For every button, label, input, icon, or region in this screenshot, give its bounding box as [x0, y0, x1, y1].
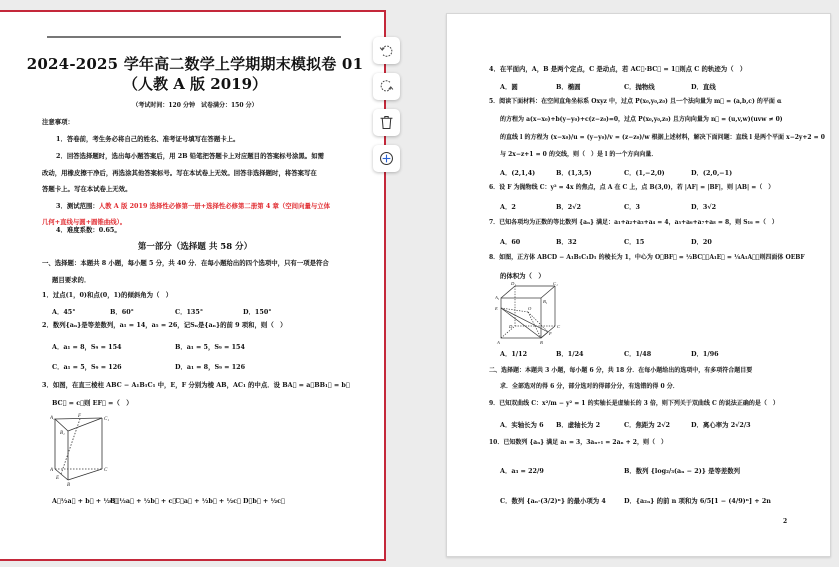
q5-option-c: C．(1,−2,0)	[624, 169, 665, 177]
q4-stem: 4．在平面内，A，B 是两个定点，C 是动点，若 AC⃗·BC⃗ = 1，则点 C 的轨迹为（ ）	[489, 65, 747, 73]
q1-option-c: C．135°	[175, 308, 204, 316]
notice-3-end: 几何+直线与圆+圆锥曲线）。	[42, 218, 127, 226]
q5-line3: 的直线 l 的方程为 (x−x₀)/u = (y−y₀)/v = (z−z₀)/w 根据上述材料，解决下面问题：直线 l 是两个平面 x−2y+2 = 0	[500, 134, 825, 141]
q6-option-d: D．3√2	[691, 203, 717, 211]
q10-option-d: D．{a₂ₙ} 的前 n 项和为 6/5[1 − (4/9)ⁿ] + 2n	[624, 497, 771, 505]
q5-line1: 5．阅读下面材料：在空间直角坐标系 Oxyz 中，过点 P(x₀,y₀,z₀) 且一个法向量为 m⃗ = (a,b,c) 的平面 α	[489, 98, 782, 105]
part1-intro-cont: 题目要求的．	[52, 276, 91, 284]
svg-text:F: F	[78, 414, 82, 419]
q5-option-b: B．(1,3,5)	[556, 169, 592, 177]
notice-heading: 注意事项：	[42, 118, 74, 126]
page-number: 2	[783, 518, 788, 525]
q5-line2: 的方程为 a(x−x₀)+b(y−y₀)+c(z−z₀)=0，过点 P(x₀,y₀,z₀) 且方向向量为 n⃗ = (u,v,w)(uvw ≠ 0)	[500, 116, 783, 123]
notice-2: 2．回答选择题时，选出每小题答案后，用 2B 铅笔把答题卡上对应题目的答案标号涂黑。如需	[56, 152, 324, 160]
exam-time-score: （考试时间：120 分钟 试卷满分：150 分）	[132, 102, 258, 109]
svg-text:D: D	[509, 324, 513, 329]
notice-1: 1．答卷前，考生务必将自己的姓名、准考证号填写在答题卡上。	[56, 135, 240, 143]
svg-text:C₁: C₁	[104, 417, 110, 422]
notice-4: 4．难度系数：0.65。	[56, 226, 121, 234]
q6-option-c: C．3	[624, 203, 640, 211]
title-rule	[47, 36, 341, 38]
notice-3-scope: 人教 A 版 2019 选择性必修第一册+选择性必修第二册第 4 章（空间向量与立体	[98, 202, 331, 210]
q8-option-c: C．1/48	[624, 350, 652, 358]
q10-option-a: A．a₃ = 22/9	[500, 467, 544, 475]
q3-option-b: B．½a⃗ + ½b⃗ + c⃗	[110, 497, 177, 505]
q7-option-d: D．20	[691, 238, 712, 246]
q4-option-b: B．椭圆	[556, 83, 581, 91]
section-title: 第一部分（选择题 共 58 分）	[137, 242, 253, 252]
q4-option-d: D．直线	[691, 83, 716, 91]
q5-line4: 与 2x−z+1 = 0 的交线，则（ ）是 l 的一个方向向量．	[500, 151, 658, 158]
q2-option-c: C．a₁ = 5，S₉ = 126	[52, 363, 122, 371]
q2-option-a: A．a₁ = 8，S₉ = 154	[52, 343, 122, 351]
q2-option-b: B．a₁ = 5，S₉ = 154	[175, 343, 245, 351]
svg-text:E: E	[495, 306, 498, 311]
notice-3	[56, 203, 330, 209]
q1-option-a: A．45°	[52, 308, 76, 316]
q4-option-c: C．抛物线	[624, 83, 655, 91]
q10-option-c: C．数列 {aₙ·(3/2)ⁿ} 的最小项为 4	[500, 497, 606, 505]
q7-stem: 7．已知各项均为正数的等比数列 {aₙ} 满足：a₁+a₂+a₃+a₄ = 4，a₅+a₆+a₇+a₈ = 8，则 S₁₆ =（ ）	[489, 219, 778, 226]
svg-text:B₁: B₁	[60, 431, 65, 436]
q8-option-a: A．1/12	[500, 350, 528, 358]
svg-text:D₁: D₁	[511, 281, 516, 286]
svg-text:A₁: A₁	[495, 295, 500, 300]
rotate-right-button[interactable]	[373, 73, 400, 100]
notice-3-label: 3．测试范围：	[56, 202, 99, 210]
q9-stem: 9．已知双曲线 C：x²/m − y² = 1 的实轴长是虚轴长的 3 倍，则下列关于双曲线 C 的说法正确的是（ ）	[489, 400, 779, 407]
q5-option-a: A．(2,1,4)	[500, 169, 536, 177]
q10-option-b: B．数列 {log₂/₃(aₙ − 2)} 是等差数列	[624, 467, 741, 475]
part1-intro: 一、选择题：本题共 8 小题，每小题 5 分，共 40 分．在每小题给出的四个选项中，只有一项是符合	[42, 259, 329, 267]
q6-option-b: B．2√2	[556, 203, 581, 211]
svg-text:B₁: B₁	[543, 299, 548, 304]
q2-stem: 2．数列{aₙ}是等差数列，a₁ = 14，a₅ = 26，记Sₙ是{aₙ}的前 9 项和，则（ ）	[42, 321, 287, 329]
cube-diagram	[495, 281, 567, 346]
svg-text:F: F	[549, 331, 552, 336]
exam-edition: （人教 A 版 2019）	[122, 75, 268, 93]
q4-option-a: A．圆	[500, 83, 518, 91]
plus-circle-icon	[378, 150, 395, 167]
q3-stem-cont: BC⃗ = c，则 EF⃗ =（ ）	[52, 399, 133, 407]
q2-option-d: D．a₁ = 8，S₉ = 126	[175, 363, 246, 371]
q5-option-d: D．(2,0,−1)	[691, 169, 733, 177]
svg-text:C₁: C₁	[553, 281, 558, 286]
svg-text:B: B	[67, 483, 71, 487]
svg-text:B: B	[540, 340, 543, 345]
q1-option-d: D．150°	[243, 308, 272, 316]
rotate-left-button[interactable]	[373, 37, 400, 64]
part2-intro: 二、选择题：本题共 3 小题，每小题 6 分，共 18 分．在每小题给出的选项中，有多项符合题目要	[489, 367, 753, 374]
svg-text:C: C	[557, 324, 561, 329]
notice-2-cont: 改动，用橡皮擦干净后，再选涂其他答案标号。写在本试卷上无效。回答非选择题时，将答案写在	[42, 169, 317, 177]
svg-text:A: A	[497, 340, 500, 345]
q9-option-a: A．实轴长为 6	[500, 421, 544, 429]
exam-title: 2024-2025 学年高二数学上学期期末模拟卷 01	[26, 55, 364, 73]
q9-option-d: D．离心率为 2√2/3	[691, 421, 751, 429]
prism-diagram	[50, 412, 112, 487]
delete-page-button[interactable]	[373, 109, 400, 136]
q8-line2: 的体积为（ ）	[500, 272, 545, 280]
trash-icon	[378, 114, 395, 131]
q6-stem: 6．设 F 为抛物线 C：y² = 4x 的焦点，点 A 在 C 上，点 B(3,0)，若 |AF| = |BF|，则 |AB| =（ ）	[489, 184, 775, 191]
q8-option-d: D．1/96	[691, 350, 719, 358]
page-toolbar	[373, 37, 401, 181]
q10-stem: 10．已知数列 {aₙ} 满足 a₁ = 3，3aₙ₊₁ = 2aₙ + 2，则（ ）	[489, 439, 667, 446]
q1-option-b: B．60°	[110, 308, 134, 316]
svg-text:E: E	[56, 476, 60, 481]
q9-option-b: B．虚轴长为 2	[556, 421, 601, 429]
q3-option-c: C．a⃗ + ½b⃗ + ½c⃗	[175, 497, 241, 505]
add-page-button[interactable]	[373, 145, 400, 172]
svg-text:O: O	[528, 306, 532, 311]
q7-option-a: A．60	[500, 238, 521, 246]
q7-option-b: B．32	[556, 238, 577, 246]
q7-option-c: C．15	[624, 238, 645, 246]
svg-text:C: C	[104, 468, 108, 473]
rotate-cw-icon	[378, 78, 395, 95]
q3-stem: 3．如图，在直三棱柱 ABC − A₁B₁C₁ 中，E，F 分别为棱 AB，AC₁ 的中点．设 BA⃗ = a，BB₁⃗ = b，	[42, 381, 350, 389]
q8-option-b: B．1/24	[556, 350, 584, 358]
rotate-ccw-icon	[378, 42, 395, 59]
q8-line1: 8．如图，正方体 ABCD − A₁B₁C₁D₁ 的棱长为 1，中心为 O，BF⃗ = ½BC⃗，A₁E⃗ = ¼A₁A⃗，则四面体 OEBF	[489, 254, 805, 261]
q1-stem: 1．过点(1，0)和点(0，1)的倾斜角为（ ）	[42, 291, 173, 299]
q3-option-d: D．b⃗ + ½c⃗	[243, 497, 285, 505]
notice-2-end: 答题卡上。写在本试卷上无效。	[42, 185, 132, 193]
q9-option-c: C．焦距为 2√2	[624, 421, 670, 429]
part2-intro-cont: 求．全部选对的得 6 分，部分选对的得部分分，有选错的得 0 分．	[500, 383, 679, 390]
q3-option-a: A．½a⃗ + b⃗ + ½c⃗	[52, 497, 118, 505]
q6-option-a: A．2	[500, 203, 516, 211]
svg-text:A: A	[50, 468, 54, 473]
svg-text:A₁: A₁	[50, 416, 55, 421]
